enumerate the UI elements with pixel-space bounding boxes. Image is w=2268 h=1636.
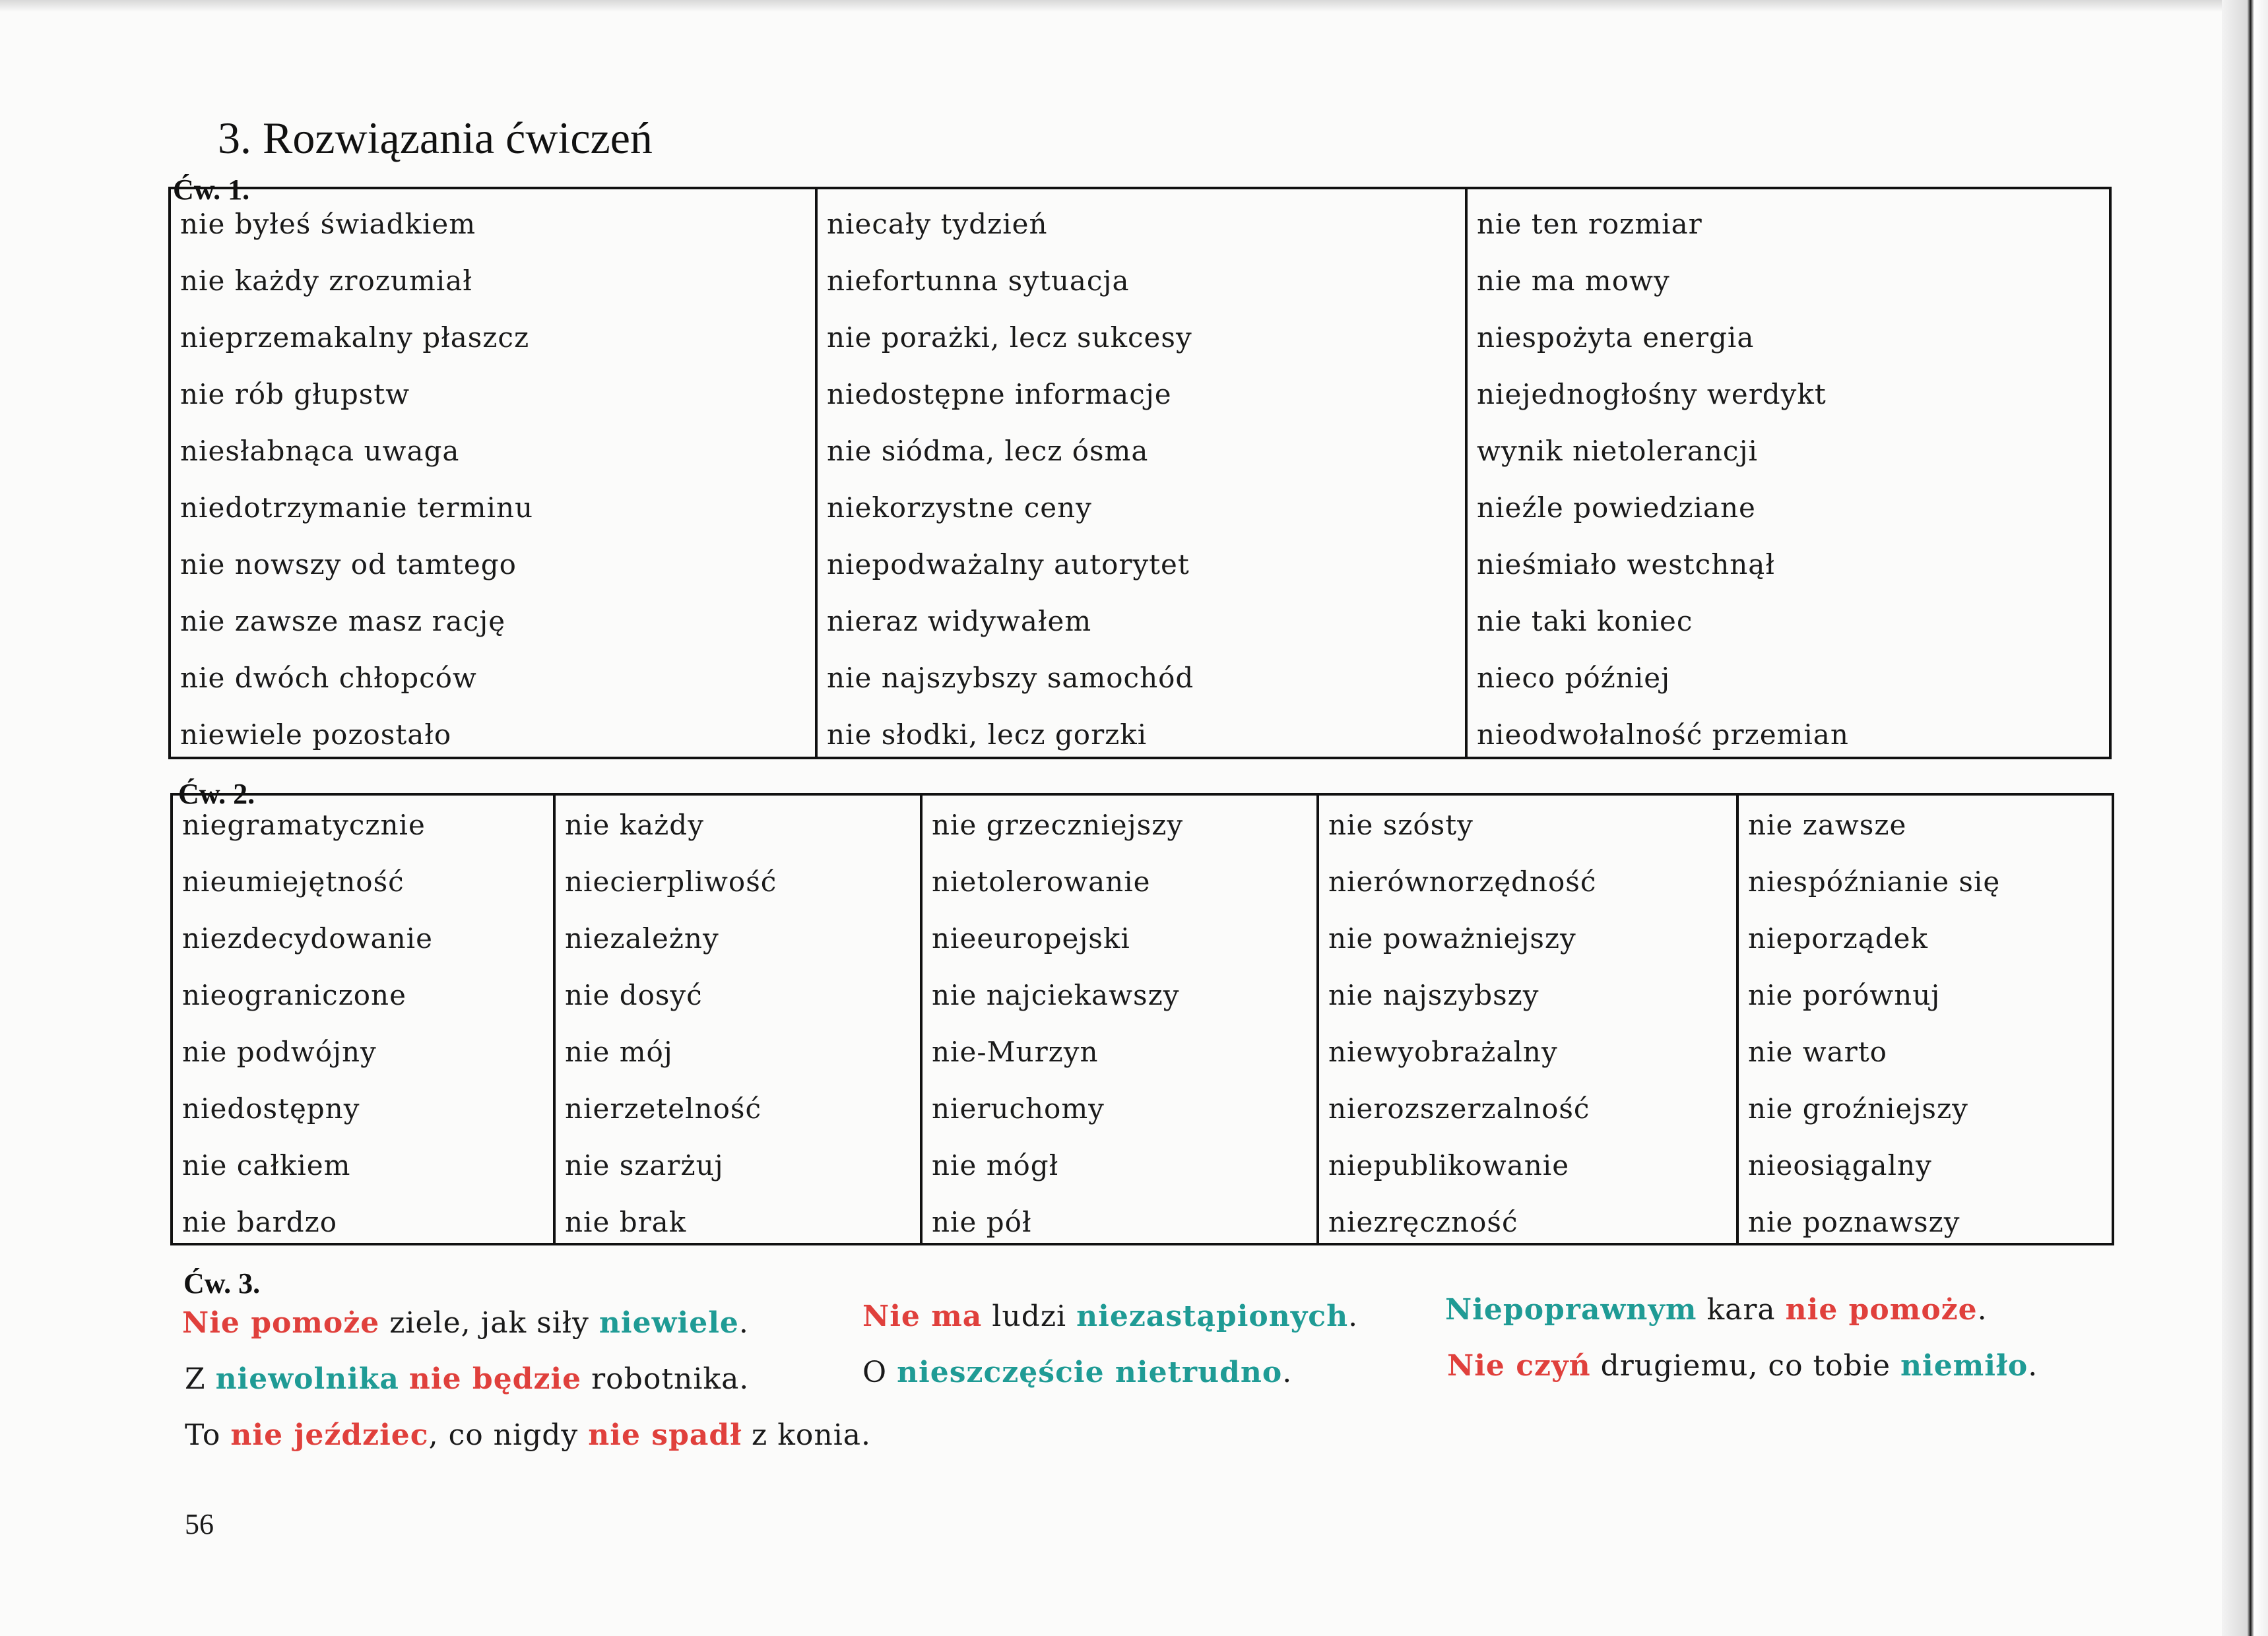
exercise-2-label: Ćw. 2.	[178, 778, 255, 810]
answer-cell: niewyobrażalny	[1328, 1036, 1558, 1068]
proverb	[862, 1300, 1358, 1333]
proverb-text: z konia.	[742, 1418, 871, 1452]
answer-cell: nierozszerzalność	[1328, 1092, 1590, 1125]
proverb-highlight-red: Nie czyń	[1447, 1349, 1591, 1383]
answer-cell: nie byłeś świadkiem	[180, 208, 476, 240]
answer-cell: nie mógł	[932, 1149, 1059, 1181]
answer-cell: nie poważniejszy	[1328, 922, 1576, 955]
answer-cell: nie groźniejszy	[1748, 1092, 1968, 1125]
answer-cell: nierównorzędność	[1328, 865, 1597, 898]
proverb	[182, 1306, 749, 1340]
exercise-1-column	[171, 189, 818, 757]
proverb-text: kara	[1697, 1293, 1786, 1327]
answer-cell: nietolerowanie	[932, 865, 1151, 898]
exercise-2-column	[173, 796, 556, 1243]
answer-cell: nieprzemakalny płaszcz	[180, 321, 530, 354]
exercise-2-column	[1739, 796, 2112, 1243]
proverb-text: ludzi	[982, 1300, 1077, 1333]
answer-cell: niekorzystne ceny	[827, 491, 1092, 524]
answer-cell: niepodważalny autorytet	[827, 548, 1190, 581]
answer-cell: nie całkiem	[182, 1149, 351, 1181]
proverb	[862, 1356, 1292, 1389]
proverb-text: O	[862, 1356, 897, 1389]
answer-cell: nie ten rozmiar	[1477, 208, 1702, 240]
proverb-highlight-red: nie spadł	[588, 1418, 742, 1452]
exercise-1-table	[168, 187, 2112, 759]
answer-cell: nieosiągalny	[1748, 1149, 1932, 1181]
proverb-highlight-red: nie jeździec	[230, 1418, 429, 1452]
answer-cell: niezdecydowanie	[182, 922, 433, 955]
answer-cell: nie zawsze	[1748, 809, 1907, 841]
proverb	[185, 1362, 749, 1396]
answer-cell: niegramatycznie	[182, 809, 426, 841]
proverb-text: .	[1977, 1293, 1988, 1327]
answer-cell: nie najszybszy	[1328, 979, 1539, 1011]
answer-cell: nie najszybszy samochód	[827, 662, 1194, 694]
proverb-text: .	[1282, 1356, 1293, 1389]
proverb	[185, 1418, 871, 1452]
answer-cell: niecierpliwość	[565, 865, 777, 898]
answer-cell: niewiele pozostało	[180, 718, 452, 751]
book-spine-edge	[2222, 0, 2268, 1636]
answer-cell: nieśmiało westchnął	[1477, 548, 1775, 581]
scan-top-shadow	[0, 0, 2268, 12]
answer-cell: nie porażki, lecz sukcesy	[827, 321, 1192, 354]
answer-cell: niezależny	[565, 922, 719, 955]
answer-cell: nie szarżuj	[565, 1149, 724, 1181]
proverb-text: , co nigdy	[428, 1418, 589, 1452]
proverb-text: .	[2028, 1349, 2038, 1383]
answer-cell: nieraz widywałem	[827, 605, 1092, 637]
exercise-3-label: Ćw. 3.	[183, 1267, 261, 1300]
proverb-text: To	[185, 1418, 231, 1452]
answer-cell: niejednogłośny werdykt	[1477, 378, 1827, 410]
answer-cell: nieeuropejski	[932, 922, 1130, 955]
answer-cell: nieograniczone	[182, 979, 406, 1011]
answer-cell: wynik nietolerancji	[1477, 435, 1758, 467]
answer-cell: nieporządek	[1748, 922, 1928, 955]
answer-cell: nie szósty	[1328, 809, 1474, 841]
answer-cell: nieźle powiedziane	[1477, 491, 1756, 524]
answer-cell: nie każdy	[565, 809, 704, 841]
exercise-2-column	[1319, 796, 1739, 1243]
answer-cell: nie brak	[565, 1206, 687, 1238]
answer-cell: nie bardzo	[182, 1206, 337, 1238]
proverb-highlight-red: nie pomoże	[1785, 1293, 1978, 1327]
proverb	[1447, 1349, 2038, 1383]
proverb-text: drugiemu, co tobie	[1590, 1349, 1900, 1383]
answer-cell: nie mój	[565, 1036, 673, 1068]
answer-cell: nie dwóch chłopców	[180, 662, 477, 694]
proverb-highlight-teal: niewiele	[599, 1306, 739, 1340]
proverb-highlight-teal: niezastąpionych	[1076, 1300, 1349, 1333]
proverb-highlight-red: Nie ma	[862, 1300, 983, 1333]
answer-cell: niedostępne informacje	[827, 378, 1172, 410]
answer-cell: niesłabnąca uwaga	[180, 435, 460, 467]
exercise-1-column	[818, 189, 1468, 757]
proverb-highlight-teal: nieszczęście nietrudno	[897, 1356, 1283, 1389]
proverb-text: Z	[185, 1362, 216, 1396]
exercise-2-column	[923, 796, 1319, 1243]
proverb-text: .	[738, 1306, 749, 1340]
answer-cell: niedostępny	[182, 1092, 360, 1125]
exercise-1-column	[1468, 189, 2109, 757]
proverb-highlight-red: nie będzie	[408, 1362, 582, 1396]
answer-cell: niespóźnianie się	[1748, 865, 2001, 898]
answer-cell: nie zawsze masz rację	[180, 605, 506, 637]
proverb-text	[399, 1362, 409, 1396]
answer-cell: nieco później	[1477, 662, 1671, 694]
proverb-highlight-teal: Niepoprawnym	[1445, 1293, 1697, 1327]
proverb-highlight-teal: niewolnika	[215, 1362, 399, 1396]
answer-cell: nie dosyć	[565, 979, 703, 1011]
answer-cell: nie najciekawszy	[932, 979, 1180, 1011]
answer-cell: nie taki koniec	[1477, 605, 1693, 637]
answer-cell: niefortunna sytuacja	[827, 265, 1130, 297]
exercise-1-label: Ćw. 1.	[173, 173, 250, 206]
proverb-text: .	[1348, 1300, 1359, 1333]
page-title: 3. Rozwiązania ćwiczeń	[218, 113, 653, 163]
answer-cell: nie-Murzyn	[932, 1036, 1099, 1068]
answer-cell: niedotrzymanie terminu	[180, 491, 534, 524]
answer-cell: niecały tydzień	[827, 208, 1048, 240]
answer-cell: niespożyta energia	[1477, 321, 1755, 354]
answer-cell: nie ma mowy	[1477, 265, 1670, 297]
answer-cell: nie nowszy od tamtego	[180, 548, 517, 581]
proverb	[1445, 1293, 1988, 1327]
proverb-text: robotnika.	[581, 1362, 750, 1396]
answer-cell: nie podwójny	[182, 1036, 377, 1068]
answer-cell: nieumiejętność	[182, 865, 405, 898]
proverb-highlight-teal: niemiło	[1900, 1349, 2028, 1383]
answer-cell: niezręczność	[1328, 1206, 1518, 1238]
answer-cell: nie każdy zrozumiał	[180, 265, 472, 297]
answer-cell: niepublikowanie	[1328, 1149, 1570, 1181]
answer-cell: nieodwołalność przemian	[1477, 718, 1849, 751]
answer-cell: nie siódma, lecz ósma	[827, 435, 1149, 467]
answer-cell: nieruchomy	[932, 1092, 1105, 1125]
answer-cell: nierzetelność	[565, 1092, 761, 1125]
answer-cell: nie grzeczniejszy	[932, 809, 1184, 841]
answer-cell: nie warto	[1748, 1036, 1887, 1068]
answer-cell: nie słodki, lecz gorzki	[827, 718, 1148, 751]
answer-cell: nie poznawszy	[1748, 1206, 1960, 1238]
page-number: 56	[185, 1508, 214, 1540]
answer-cell: nie rób głupstw	[180, 378, 410, 410]
proverb-text: ziele, jak siły	[379, 1306, 599, 1340]
exercise-2-table	[170, 793, 2114, 1245]
proverb-highlight-red: Nie pomoże	[182, 1306, 380, 1340]
answer-cell: nie pół	[932, 1206, 1032, 1238]
answer-cell: nie porównuj	[1748, 979, 1941, 1011]
exercise-2-column	[556, 796, 923, 1243]
